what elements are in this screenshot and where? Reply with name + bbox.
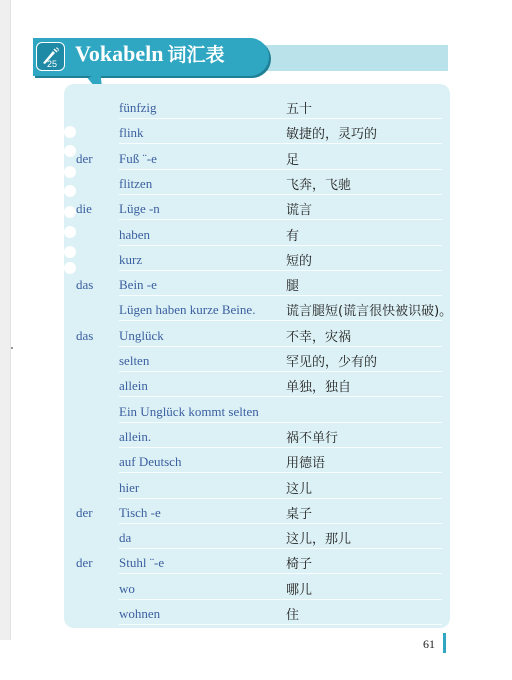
german-word: wohnen <box>119 606 284 625</box>
vocab-row <box>64 272 450 297</box>
german-word: auf Deutsch <box>119 454 284 473</box>
chinese-meaning: 五十 <box>284 98 442 119</box>
article: der <box>76 504 93 520</box>
chinese-meaning: 这儿 <box>284 478 442 499</box>
german-word: flink <box>119 125 284 144</box>
chinese-meaning: 飞奔，飞驰 <box>284 174 442 195</box>
article: der <box>76 555 93 571</box>
title-german: Vokabeln <box>75 41 164 66</box>
german-word: wo <box>119 581 284 600</box>
vocab-row <box>64 576 450 601</box>
german-word: Fuß ¨-e <box>119 151 284 170</box>
vocab-row <box>64 500 450 525</box>
chinese-meaning: 罕见的，少有的 <box>284 351 442 372</box>
chinese-meaning: 这儿，那儿 <box>284 528 442 549</box>
vocab-row <box>64 146 450 171</box>
article: das <box>76 327 94 343</box>
vocab-row <box>64 196 450 221</box>
vocab-row <box>64 550 450 575</box>
chinese-meaning: 足 <box>284 149 442 170</box>
german-word: da <box>119 530 284 549</box>
section-number: 25 <box>47 59 58 69</box>
chinese-meaning: 谎言 <box>284 199 442 220</box>
german-word: Lüge -n <box>119 201 284 220</box>
spine-mark <box>11 347 13 349</box>
vocab-row <box>64 95 450 120</box>
chinese-meaning: 哪儿 <box>284 579 442 600</box>
german-word: allein. <box>119 429 284 448</box>
vocab-row <box>64 247 450 272</box>
chinese-meaning: 椅子 <box>284 553 442 574</box>
german-word: Unglück <box>119 328 284 347</box>
page-gutter <box>0 0 11 640</box>
chinese-meaning <box>284 402 442 423</box>
vocab-row <box>64 424 450 449</box>
chinese-meaning: 短的 <box>284 250 442 271</box>
vocab-row <box>64 601 450 626</box>
page-number-bar <box>443 633 446 653</box>
vocab-row <box>64 373 450 398</box>
vocab-row <box>64 120 450 145</box>
vocab-row <box>64 449 450 474</box>
chinese-meaning: 有 <box>284 225 442 246</box>
article: der <box>76 150 93 166</box>
chinese-meaning: 桌子 <box>284 503 442 524</box>
title-chinese: 词汇表 <box>167 45 225 66</box>
chinese-meaning: 敏捷的，灵巧的 <box>284 123 442 144</box>
german-word: hier <box>119 480 284 499</box>
article: die <box>76 201 92 217</box>
german-word: kurz <box>119 252 284 271</box>
german-word: flitzen <box>119 176 284 195</box>
vocab-row <box>64 348 450 373</box>
article: das <box>76 277 94 293</box>
german-word: Lügen haben kurze Beine. <box>119 302 284 321</box>
chinese-meaning: 谎言腿短(谎言很快被识破)。 <box>284 300 442 321</box>
german-word: selten <box>119 353 284 372</box>
chinese-meaning: 用德语 <box>284 452 442 473</box>
german-word: Ein Unglück kommt selten <box>119 404 284 423</box>
vocab-row <box>64 297 453 322</box>
vocab-row <box>64 323 450 348</box>
chinese-meaning: 住 <box>284 604 442 625</box>
german-word: Stuhl ¨-e <box>119 555 284 574</box>
vocab-row <box>64 525 450 550</box>
german-word: haben <box>119 227 284 246</box>
chinese-meaning: 单独，独自 <box>284 376 442 397</box>
chinese-meaning: 不幸，灾祸 <box>284 326 442 347</box>
german-word: allein <box>119 378 284 397</box>
german-word: Tisch -e <box>119 505 284 524</box>
vocab-row <box>64 399 450 424</box>
vocab-row <box>64 171 450 196</box>
german-word: Bein -e <box>119 277 284 296</box>
chinese-meaning: 祸不单行 <box>284 427 442 448</box>
german-word: fünfzig <box>119 100 284 119</box>
chinese-meaning: 腿 <box>284 275 442 296</box>
vocab-row <box>64 475 450 500</box>
vocab-row <box>64 222 450 247</box>
page-number: 61 <box>423 637 435 651</box>
section-title <box>75 40 224 67</box>
